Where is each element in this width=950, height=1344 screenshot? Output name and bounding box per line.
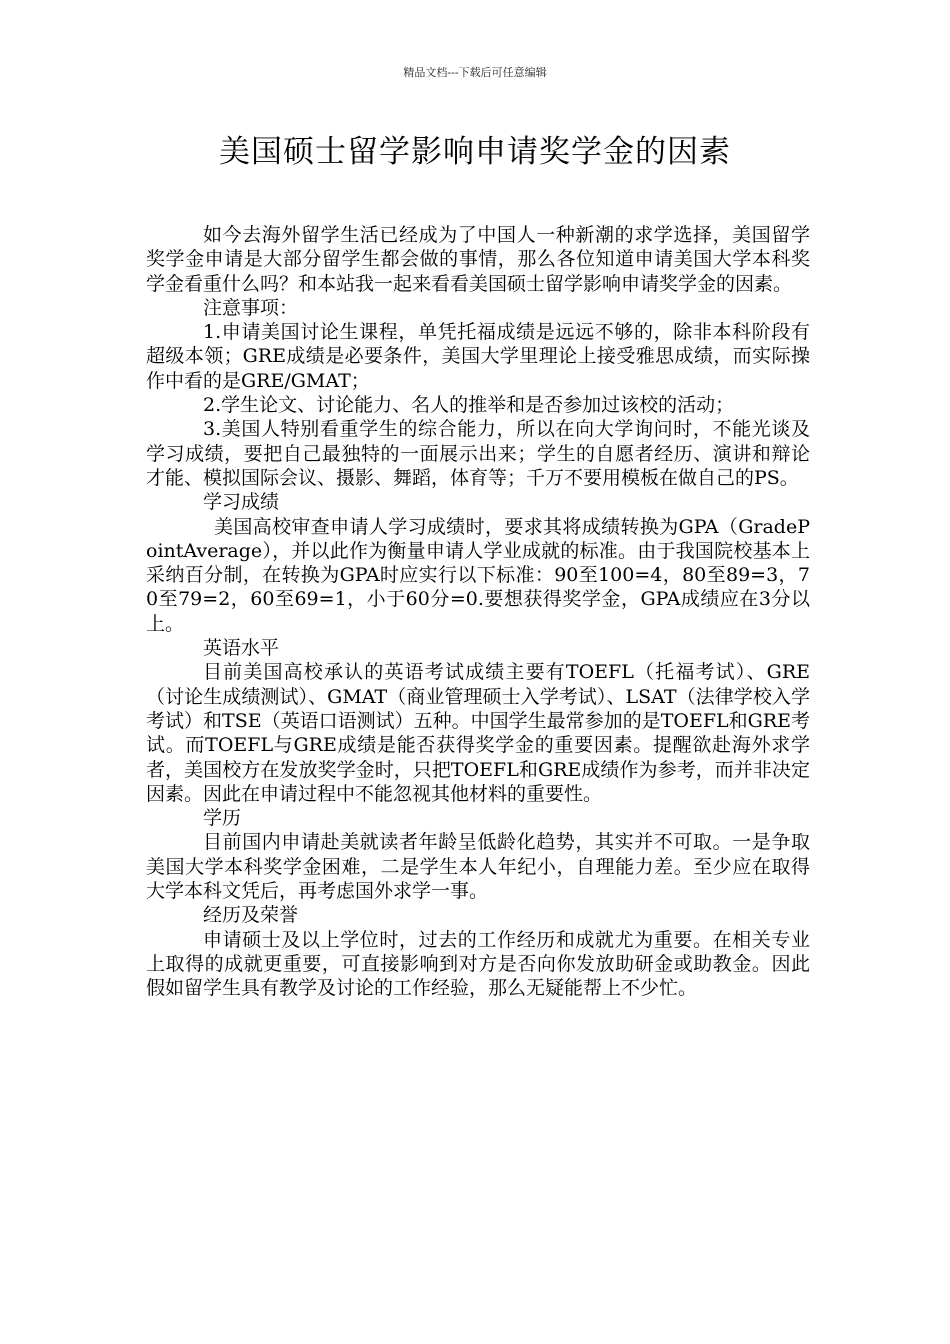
heading-academic-grades: 学习成绩 — [203, 491, 280, 514]
paragraph-experience-honors: 申请硕士及以上学位时，过去的工作经历和成就尤为重要。在相关专业上取得的成就更重要，可直接影响到对方是否向你发放助研金或助教金。因此假如留学生具有教学及讨论的工作经验，那么无疑能帮上不少忙。 — [146, 928, 810, 1000]
paragraph-note-2: 2.学生论文、讨论能力、名人的推举和是否参加过该校的活动； — [203, 394, 735, 417]
paragraph-academic-grades: 美国高校审查申请人学习成绩时，要求其将成绩转换为GPA（GradePointAverage），并以此作为衡量申请人学业成就的标准。由于我国院校基本上采纳百分制，在转换为GPA时应实行以下标准：90至100=4，80至89=3，70至79=2，60至69=1，小于60分=0.要想获得奖学金，GPA成绩应在3分以上。 — [146, 515, 810, 635]
header-note: 精品文档---下载后可任意编辑 — [403, 66, 547, 79]
paragraph-note-1: 1.申请美国讨论生课程，单凭托福成绩是远远不够的，除非本科阶段有超级本领；GRE成绩是必要条件，美国大学里理论上接受雅思成绩，而实际操作中看的是GRE/GMAT； — [146, 321, 810, 392]
document-body — [146, 223, 810, 1001]
heading-education: 学历 — [203, 807, 242, 830]
page-title: 美国硕士留学影响申请奖学金的因素 — [219, 134, 731, 170]
paragraph-intro: 如今去海外留学生活已经成为了中国人一种新潮的求学选择，美国留学奖学金申请是大部分留学生都会做的事情，那么各位知道申请美国大学本科奖学金看重什么吗？和本站我一起来看看美国硕士留学影响申请奖学金的因素。 — [146, 224, 810, 295]
paragraph-note-3: 3.美国人特别看重学生的综合能力，所以在向大学询问时，不能光谈及学习成绩，要把自己最独特的一面展示出来；学生的自愿者经历、演讲和辩论才能、模拟国际会议、摄影、舞蹈，体育等；千万不要用模板在做自己的PS。 — [146, 418, 810, 489]
paragraph-education: 目前国内申请赴美就读者年龄呈低龄化趋势，其实并不可取。一是争取美国大学本科奖学金困难，二是学生本人年纪小，自理能力差。至少应在取得大学本科文凭后，再考虑国外求学一事。 — [146, 831, 810, 903]
heading-notes: 注意事项： — [203, 296, 299, 319]
paragraph-english-level: 目前美国高校承认的英语考试成绩主要有TOEFL（托福考试）、GRE（讨论生成绩测试）、GMAT（商业管理硕士入学考试）、LSAT（法律学校入学考试）和TSE（英语口语测试）五种。中国学生最常参加的是TOEFL和GRE考试。而TOEFL与GRE成绩是能否获得奖学金的重要因素。提醒欲赴海外求学者，美国校方在发放奖学金时，只把TOEFL和GRE成绩作为参考，而并非决定因素。因此在申请过程中不能忽视其他材料的重要性。 — [146, 661, 810, 805]
heading-experience-honors: 经历及荣誉 — [203, 904, 299, 927]
heading-english-level: 英语水平 — [203, 637, 280, 660]
